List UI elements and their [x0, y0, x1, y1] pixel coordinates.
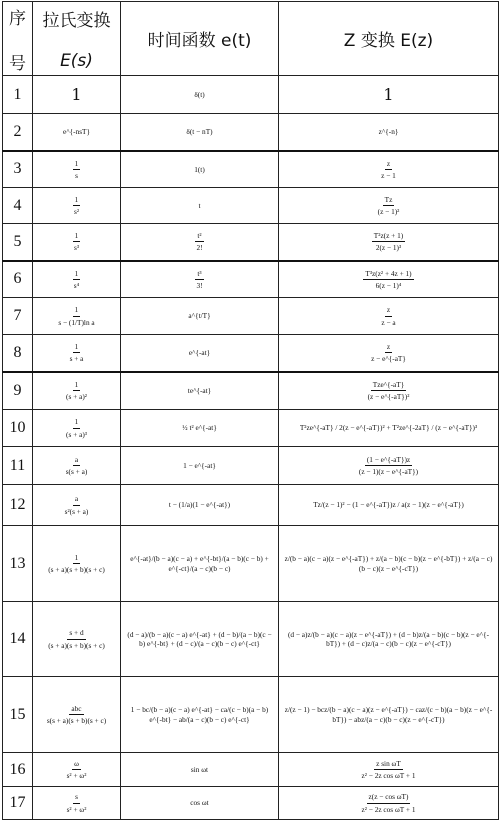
- z-cell: $\frac{z}{z - e\^{}\{-aT\}}$: [279, 335, 499, 372]
- header-z: Z 变换 E(z): [279, 2, 499, 76]
- table-row: [3, 224, 499, 261]
- z-cell: $\frac{\text{z sin ωT}}{\text{z² − 2z cos ωT + 1}}$: [279, 753, 499, 787]
- time-cell: e^{-at}/(b − a)(c − a) + e^{-bt}/(a − b)(c − b) + e^{-ct}/(a − c)(b − c): [121, 526, 279, 602]
- row-number: 6: [3, 261, 33, 298]
- time-cell: δ(t): [121, 76, 279, 114]
- z-cell: $\frac{\text{T²z(z + 1)}}{\text{2(z − 1)³}}$: [279, 224, 499, 261]
- time-cell: a^{t/T}: [121, 298, 279, 335]
- z-cell: $\frac{z}{z - 1}$: [279, 151, 499, 188]
- table-row: [3, 677, 499, 753]
- time-cell: te^{-at}: [121, 372, 279, 410]
- row-number: 4: [3, 188, 33, 224]
- time-cell: 1 − bc/(b − a)(c − a) e^{-at} − ca/(c − b)(a − b) e^{-bt} − ab/(a − c)(b − c) e^{-ct}: [121, 677, 279, 753]
- z-cell: $\frac{z}{z - a}$: [279, 298, 499, 335]
- z-cell: z/(z − 1) − bcz/(b − a)(c − a)(z − e^{-aT}) − caz/(c − b)(a − b)(z − e^{-bT}) − abz/(a − c)(b − c)(z − e^{-cT}): [279, 677, 499, 753]
- z-cell: 1: [279, 76, 499, 114]
- time-cell: ½ t² e^{-at}: [121, 410, 279, 447]
- laplace-cell: $\frac{1}{\text{s⁴}}$: [33, 261, 121, 298]
- row-number: 16: [3, 753, 33, 787]
- z-cell: Tz/(z − 1)² − (1 − e^{-aT})z / a(z − 1)(z − e^{-aT}): [279, 485, 499, 526]
- z-cell: $\frac{Tz}{\text{(z − 1)²}}$: [279, 188, 499, 224]
- table-row: [3, 372, 499, 410]
- row-number: 3: [3, 151, 33, 188]
- row-number: 1: [3, 76, 33, 114]
- laplace-cell: $\frac{a}{s(s + a)}$: [33, 447, 121, 485]
- laplace-cell: $\frac{a}{\text{s²(s + a)}}$: [33, 485, 121, 526]
- row-number: 9: [3, 372, 33, 410]
- row-number: 11: [3, 447, 33, 485]
- row-number: 7: [3, 298, 33, 335]
- time-cell: t: [121, 188, 279, 224]
- header-laplace: 拉氏变换 E(s): [33, 2, 121, 76]
- z-cell: $\frac{(1 - e\^{}\{-aT\})z}{(z - 1)(z - e\^{}\{-aT\})}$: [279, 447, 499, 485]
- row-number: 8: [3, 335, 33, 372]
- z-cell: $\frac{\text{Tze\textasciicircum{}\{-aT\}}}{\text{(z − e\textasciicircum{}\{-aT\})²}}$: [279, 372, 499, 410]
- table-row: [3, 151, 499, 188]
- z-cell: z/(b − a)(c − a)(z − e^{-aT}) + z/(a − b)(c − b)(z − e^{-bT}) + z/(a − c)(b − c)(z − e^{-cT}): [279, 526, 499, 602]
- table-row: [3, 261, 499, 298]
- header-time: 时间函数 e(t): [121, 2, 279, 76]
- laplace-cell: $\frac{1}{\text{(s + a)²}}$: [33, 372, 121, 410]
- row-number: 17: [3, 787, 33, 820]
- laplace-cell: $\frac{1}{\text{(s + a)³}}$: [33, 410, 121, 447]
- laplace-cell: $\frac{s}{\text{s² + ω²}}$: [33, 787, 121, 820]
- laplace-cell: 1: [33, 76, 121, 114]
- table-row: [3, 114, 499, 151]
- time-cell: $\frac{\text{t³}}{3!}$: [121, 261, 279, 298]
- table-row: [3, 602, 499, 677]
- table-row: [3, 76, 499, 114]
- time-cell: $\frac{\text{t²}}{2!}$: [121, 224, 279, 261]
- z-cell: $\frac{\text{T³z(z² + 4z + 1)}}{\text{6(z − 1)⁴}}$: [279, 261, 499, 298]
- time-cell: cos ωt: [121, 787, 279, 820]
- laplace-cell: $\frac{1}{s}$: [33, 151, 121, 188]
- laplace-cell: $\frac{\text{abc}}{s(s + a)(s + b)(s + c)}$: [33, 677, 121, 753]
- time-cell: 1 − e^{-at}: [121, 447, 279, 485]
- laplace-cell: e^{-nsT}: [33, 114, 121, 151]
- table-row: [3, 298, 499, 335]
- table-row: [3, 787, 499, 820]
- row-number: 15: [3, 677, 33, 753]
- table-row: [3, 485, 499, 526]
- z-cell: (d − a)z/(b − a)(c − a)(z − e^{-aT}) + (d − b)z/(a − b)(c − b)(z − e^{-bT}) + (d − c)z/(a − c)(b − c)(z − e^{-cT}): [279, 602, 499, 677]
- row-number: 14: [3, 602, 33, 677]
- time-cell: 1(t): [121, 151, 279, 188]
- laplace-cell: $\frac{1}{\text{s − (1/T)ln a}}$: [33, 298, 121, 335]
- laplace-cell: $\frac{1}{\text{s³}}$: [33, 224, 121, 261]
- laplace-cell: $\frac{\omega}{\text{s² + ω²}}$: [33, 753, 121, 787]
- header-row: [3, 2, 499, 76]
- time-cell: sin ωt: [121, 753, 279, 787]
- table-row: [3, 335, 499, 372]
- row-number: 2: [3, 114, 33, 151]
- row-number: 5: [3, 224, 33, 261]
- time-cell: (d − a)/(b − a)(c − a) e^{-at} + (d − b)/(a − b)(c − b) e^{-bt} + (d − c)/(a − c)(b − c) e^{-ct}: [121, 602, 279, 677]
- z-transform-table: [2, 1, 499, 820]
- time-cell: δ(t − nT): [121, 114, 279, 151]
- laplace-cell: $\frac{1}{s + a}$: [33, 335, 121, 372]
- laplace-cell: $\frac{1}{\text{s²}}$: [33, 188, 121, 224]
- time-cell: t − (1/a)(1 − e^{-at}): [121, 485, 279, 526]
- laplace-cell: $\frac{s + d}{(s + a)(s + b)(s + c)}$: [33, 602, 121, 677]
- z-cell: z^{-n}: [279, 114, 499, 151]
- laplace-cell: $\frac{1}{(s + a)(s + b)(s + c)}$: [33, 526, 121, 602]
- table-row: [3, 526, 499, 602]
- table-row: [3, 188, 499, 224]
- header-index: 序 号: [3, 2, 33, 76]
- z-cell: $\frac{\text{z(z − cos ωT)}}{\text{z² − 2z cos ωT + 1}}$: [279, 787, 499, 820]
- z-cell: T²ze^{-aT} / 2(z − e^{-aT})² + T²ze^{-2aT} / (z − e^{-aT})³: [279, 410, 499, 447]
- row-number: 13: [3, 526, 33, 602]
- table-row: [3, 753, 499, 787]
- time-cell: e^{-at}: [121, 335, 279, 372]
- row-number: 12: [3, 485, 33, 526]
- table-row: [3, 447, 499, 485]
- table-row: [3, 410, 499, 447]
- row-number: 10: [3, 410, 33, 447]
